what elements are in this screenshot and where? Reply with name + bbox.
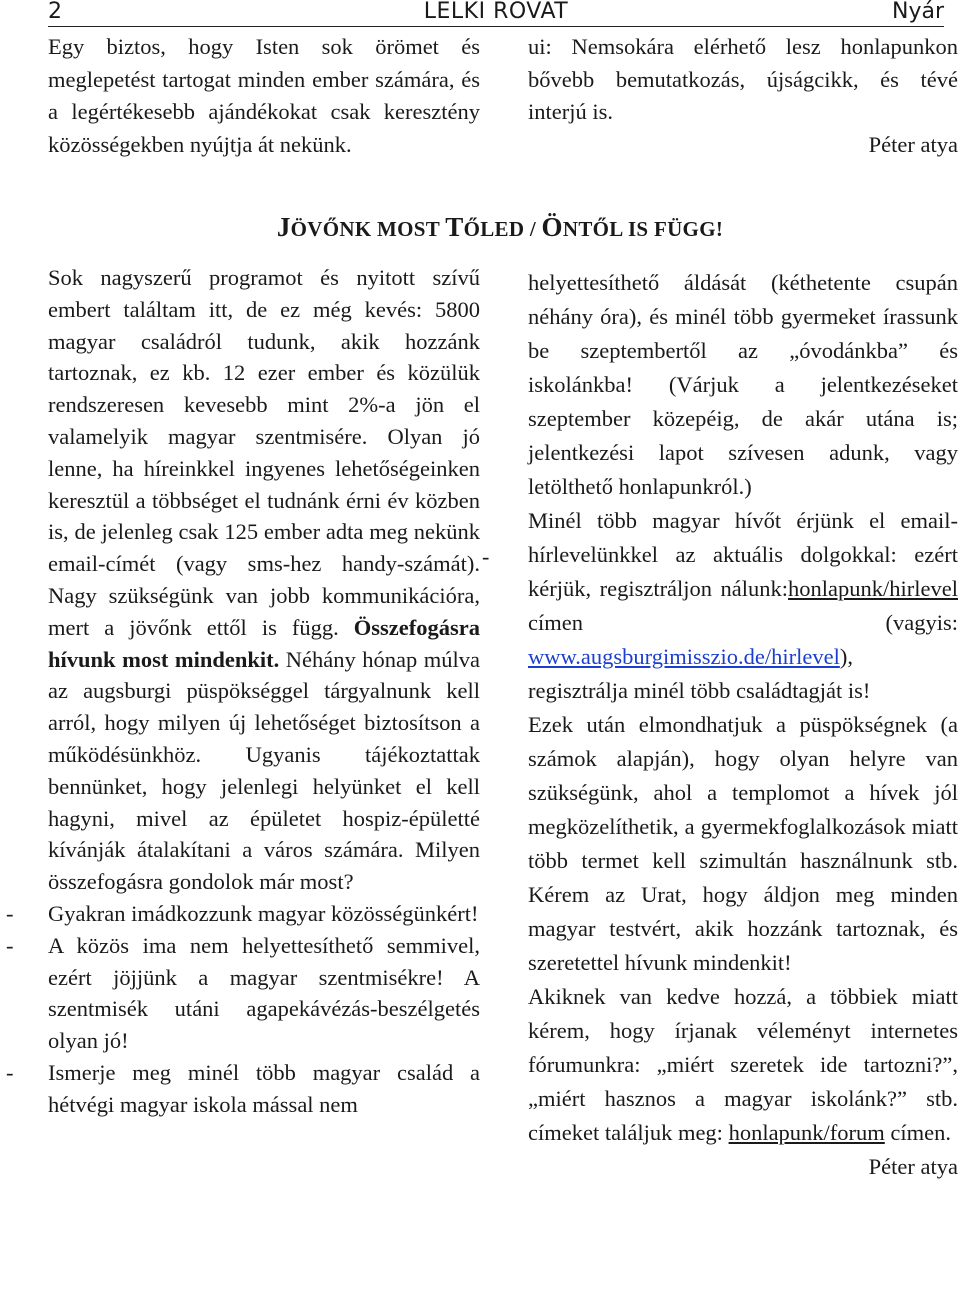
newsletter-link[interactable]: honlapunk/hirlevel (788, 576, 958, 601)
forum-link[interactable]: honlapunk/forum (728, 1120, 885, 1145)
previous-article-ending (48, 31, 480, 161)
page-header (48, 0, 944, 27)
paragraph: Sok nagyszerű programot és nyitott szívű embert találtam itt, de ez még kevés: 5800 magyar családról tudunk, akik hozzánk tartoznak, ez kb. 12 ezer ember és közülük rendszeresen kevesebb mint 2%-a jön el valamelyik magyar szentmisére. Olyan jó lenne, ha híreinkkel ingyenes lehetőségeinken keresztül a többséget el tudnánk érni év közben is, de jelenleg csak 125 ember adta meg nekünk email-címét (vagy sms-hez handy-számát). Nagy szükségünk van jobb kommunikációra, mert a jövőnk ettől is függ. Összefogásra hívunk most mindenkit. Néhány hónap múlva az augsburgi püspökséggel tárgyalnunk kell arról, hogy milyen új lehetőséget biztosítson a működésünkhöz. Ugyanis tájékoztattak bennünket, hogy jelenlegi helyünket el kell hagyni, mivel az épületet hospiz-épületté kívánják átalakítani a város számára. Milyen összefogásra gondolok már most? (48, 265, 481, 895)
previous-article-continuation (528, 31, 958, 161)
list-item: - Ismerje meg minél több magyar család a hétvégi magyar iskola mással nem (6, 1059, 480, 1117)
article-left-column (6, 262, 481, 1121)
list-item: - A közös ima nem helyettesíthető semmivel, ezért jöjjünk a magyar szentmisékre! A szentmisék utáni agapekávézás-beszélgetés olyan jó! (6, 932, 480, 1054)
section-title: LELKI ROVAT (423, 0, 569, 24)
bullet-list (6, 898, 480, 1121)
paragraph: helyettesíthető áldását (kéthetente csupán néhány óra), és minél több gyermeket írassunk be szeptembertől az „óvodánkba” és iskolánkba! (Várjuk a jelentkezéseket szeptember közepéig, de akár utána is; jelentkezési lapot szívesen adunk, vagy letölthető honlapunkról.) (528, 270, 958, 499)
signature: Péter atya (868, 1154, 958, 1179)
paragraph: Akiknek van kedve hozzá, a többiek miatt kérem, hogy írjanak véleményt internetes fórumunkra: „miért szeretek ide tartozni?”, „miért hasznos a magyar iskolánk?” stb. címeket találjuk meg: honlapunk/forum címen. (528, 984, 958, 1145)
page-number: 2 (48, 0, 62, 24)
paragraph: Minél több magyar hívőt érjünk el email-hírlevelünkkel az aktuális dolgokkal: ezért kérjük, regisztráljon nálunk:honlapunk/hirlevel címen (vagyis: www.augsburgimisszio.de/hirlevel), regisztrálja minél több családtagját is! (528, 508, 958, 703)
article-right-column (528, 266, 958, 1184)
bold-call: Összefogásra hívunk most mindenkit. (48, 614, 480, 672)
newsletter-url-link[interactable]: www.augsburgimisszio.de/hirlevel (528, 644, 840, 669)
article-title: JÖVŐNK MOST TŐLED / ÖNTŐL IS FÜGG! (276, 212, 724, 242)
issue-season: Nyár (891, 0, 944, 24)
signature: Péter atya (868, 131, 958, 157)
paragraph: Egy biztos, hogy Isten sok örömet és meglepetést tartogat minden ember számára, és a legértékesebb ajándékokat csak keresztény közösségekben nyújtja át nekünk. (48, 34, 480, 157)
list-item: - Gyakran imádkozzunk magyar közösségünkért! (6, 900, 479, 926)
paragraph: ui: Nemsokára elérhető lesz honlapunkon bővebb bemutatkozás, újságcikk, és tévé interjú is. (528, 34, 958, 124)
hyphen-mark: - (482, 544, 490, 569)
paragraph: Ezek után elmondhatjuk a püspökségnek (a számok alapján), hogy olyan helyre van szükségünk, ahol a templomot a hívek jól megközelíthetik, a gyermekfoglalkozások miatt több termet kell szimultán használnunk stb. Kérem az Urat, hogy áldjon meg minden magyar testvért, akik hozzánk tartoznak, és szeretettel hívunk mindenkit! (528, 712, 958, 975)
